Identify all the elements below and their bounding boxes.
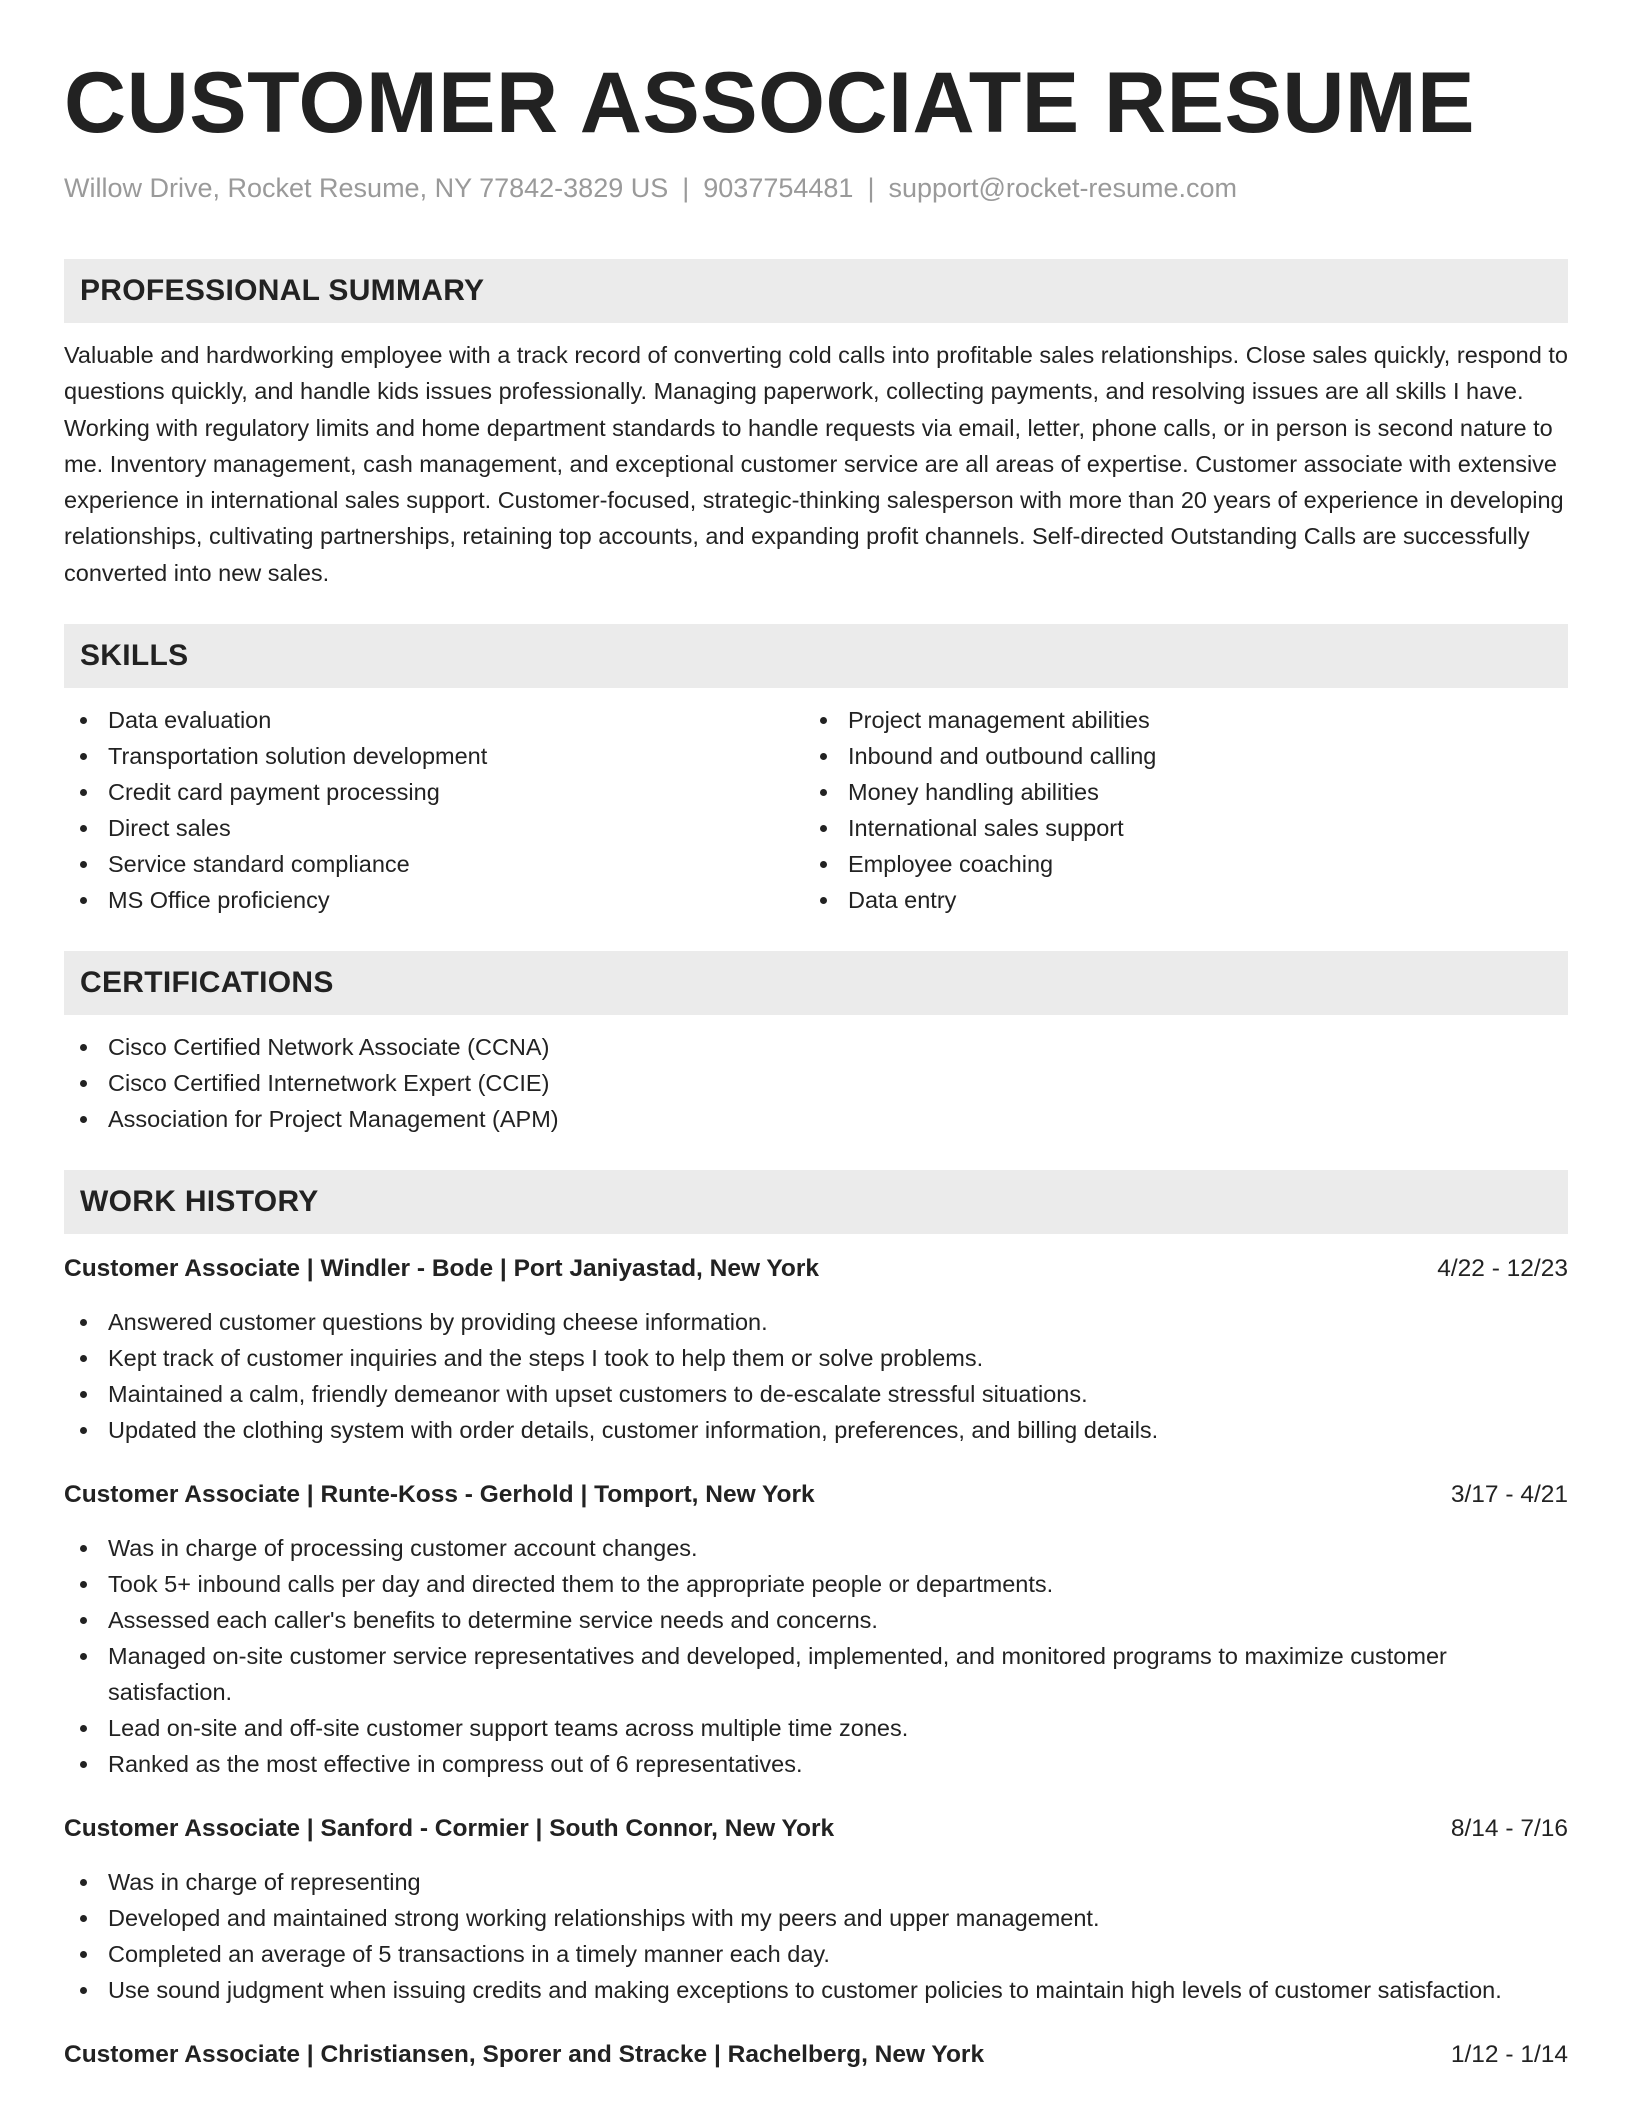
job-title: Customer Associate | Sanford - Cormier | South Connor, New York [64, 1815, 835, 1843]
contact-separator: | [682, 173, 690, 203]
job-duty: Lead on-site and off-site customer support teams across multiple time zones. [64, 1710, 1568, 1746]
summary-text: Valuable and hardworking employee with a track record of converting cold calls into profitable sales relationships. Close sales quickly, respond to questions quickly, and handle kids issues professionally. Managing paperwork, collecting payments, and resolving issues are all skills I have. Working with regulatory limits and home department standards to handle requests via email, letter, phone calls, or in person is second nature to me. Inventory management, cash management, and exceptional customer service are all areas of expertise. Customer associate with extensive experience in international sales support. Customer-focused, strategic-thinking salesperson with more than 20 years of experience in developing relationships, cultivating partnerships, retaining top accounts, and expanding profit channels. Self-directed Outstanding Calls are successfully converted into new sales. [64, 342, 1568, 586]
certification-item: Cisco Certified Internetwork Expert (CCIE) [64, 1065, 1568, 1101]
skills-column-left [64, 702, 816, 918]
certification-item: Association for Project Management (APM) [64, 1101, 1568, 1137]
contact-email: support@rocket-resume.com [888, 173, 1237, 203]
skill-item: Credit card payment processing [64, 774, 816, 810]
work-history-heading: WORK HISTORY [64, 1170, 1568, 1234]
job-dates: 3/17 - 4/21 [1450, 1481, 1568, 1509]
skill-item: International sales support [816, 810, 1568, 846]
skill-item: Data entry [816, 882, 1568, 918]
contact-address: Willow Drive, Rocket Resume, NY 77842-3829 US [64, 173, 669, 203]
certification-item: Cisco Certified Network Associate (CCNA) [64, 1029, 1568, 1065]
job-duty: Managed on-site customer service representatives and developed, implemented, and monitored programs to maximize customer satisfaction. [64, 1638, 1568, 1710]
job-title-row [64, 1478, 1568, 1512]
job-title-row [64, 1812, 1568, 1846]
job-duty: Assessed each caller's benefits to determine service needs and concerns. [64, 1602, 1568, 1638]
job-duties [64, 1864, 1568, 2008]
job-entry [64, 1252, 1568, 1448]
job-duty: Took 5+ inbound calls per day and directed them to the appropriate people or departments. [64, 1566, 1568, 1602]
skills-heading: SKILLS [64, 624, 1568, 688]
job-duty: Maintained a calm, friendly demeanor with upset customers to de-escalate stressful situations. [64, 1376, 1568, 1412]
summary-heading: PROFESSIONAL SUMMARY [64, 259, 1568, 323]
job-duty: Updated the clothing system with order details, customer information, preferences, and billing details. [64, 1412, 1568, 1448]
job-title-row [64, 2038, 1568, 2072]
job-duty: Kept track of customer inquiries and the steps I took to help them or solve problems. [64, 1340, 1568, 1376]
skill-item: MS Office proficiency [64, 882, 816, 918]
contact-line [64, 170, 1568, 206]
job-title: Customer Associate | Windler - Bode | Port Janiyastad, New York [64, 1255, 820, 1283]
certifications-list [64, 1029, 1568, 1137]
skill-item: Inbound and outbound calling [816, 738, 1568, 774]
job-duty: Ranked as the most effective in compress out of 6 representatives. [64, 1746, 1568, 1782]
skill-item: Project management abilities [816, 702, 1568, 738]
certifications-heading: CERTIFICATIONS [64, 951, 1568, 1015]
resume-title: CUSTOMER ASSOCIATE RESUME [64, 55, 1475, 151]
job-entry [64, 1478, 1568, 1782]
skill-item: Money handling abilities [816, 774, 1568, 810]
skill-item: Data evaluation [64, 702, 816, 738]
skills-grid [64, 702, 1568, 918]
contact-separator: | [867, 173, 875, 203]
job-duty: Was in charge of processing customer account changes. [64, 1530, 1568, 1566]
skill-item: Direct sales [64, 810, 816, 846]
job-duty: Completed an average of 5 transactions in a timely manner each day. [64, 1936, 1568, 1972]
job-duty: Answered customer questions by providing cheese information. [64, 1304, 1568, 1340]
job-title-row [64, 1252, 1568, 1286]
job-duty: Developed and maintained strong working relationships with my peers and upper management. [64, 1900, 1568, 1936]
job-duty: Use sound judgment when issuing credits and making exceptions to customer policies to maintain high levels of customer satisfaction. [64, 1972, 1568, 2008]
contact-phone: 9037754481 [703, 173, 854, 203]
job-entry [64, 1812, 1568, 2008]
job-duties [64, 1530, 1568, 1782]
skill-item: Transportation solution development [64, 738, 816, 774]
job-duty: Was in charge of representing [64, 1864, 1568, 1900]
job-entry [64, 2038, 1568, 2072]
job-dates: 4/22 - 12/23 [1437, 1255, 1568, 1283]
job-title: Customer Associate | Runte-Koss - Gerhold | Tomport, New York [64, 1481, 815, 1509]
job-dates: 8/14 - 7/16 [1450, 1815, 1568, 1843]
job-duties [64, 1304, 1568, 1448]
skills-column-right [816, 702, 1568, 918]
job-dates: 1/12 - 1/14 [1450, 2041, 1568, 2069]
job-title: Customer Associate | Christiansen, Sporer and Stracke | Rachelberg, New York [64, 2041, 985, 2069]
skill-item: Service standard compliance [64, 846, 816, 882]
skill-item: Employee coaching [816, 846, 1568, 882]
